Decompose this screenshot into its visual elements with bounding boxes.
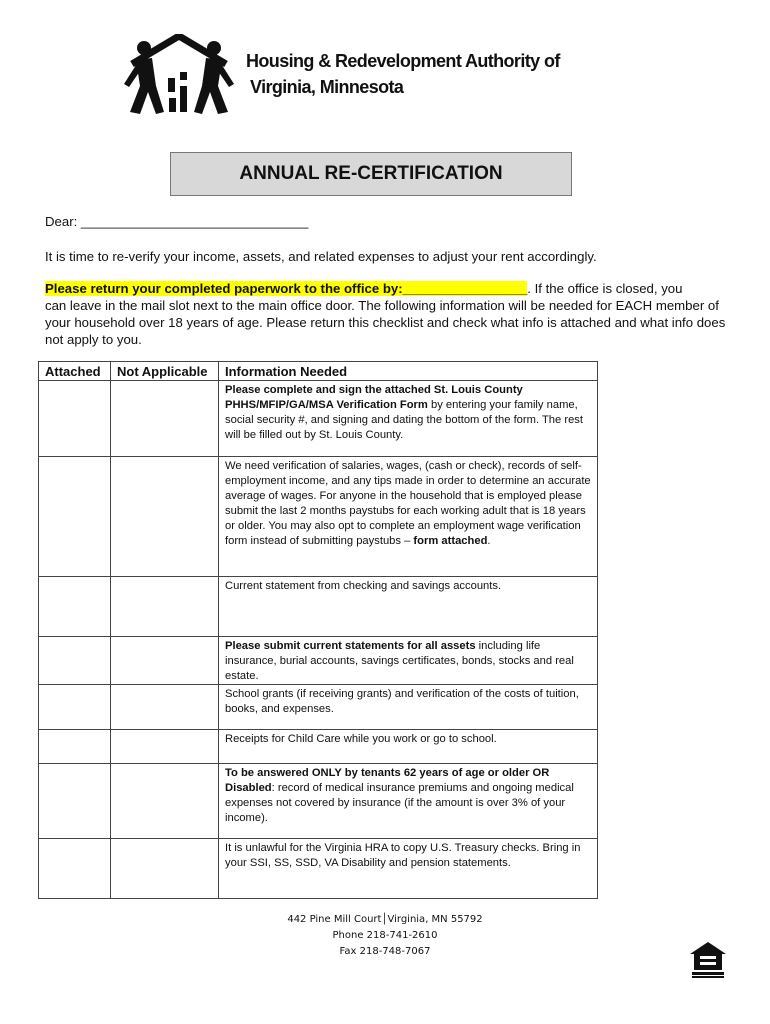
attached-checkbox-cell[interactable]: [39, 730, 111, 764]
equal-housing-opportunity-icon: [688, 940, 728, 980]
family-house-logo-icon: [118, 34, 240, 118]
not-applicable-checkbox-cell[interactable]: [111, 730, 219, 764]
not-applicable-checkbox-cell[interactable]: [111, 839, 219, 899]
info-cell: School grants (if receiving grants) and verification of the costs of tuition, books, and expenses.: [219, 685, 598, 730]
attached-checkbox-cell[interactable]: [39, 764, 111, 839]
page-title: ANNUAL RE-CERTIFICATION: [239, 163, 503, 184]
footer-fax: Fax 218-748-7067: [339, 946, 431, 957]
attached-checkbox-cell[interactable]: [39, 637, 111, 685]
info-bold-text: To be answered ONLY by tenants 62 years of age or older OR Disabled: [225, 767, 550, 794]
info-bold-text: form attached: [413, 535, 488, 547]
table-row: [39, 457, 598, 577]
info-text: including life insurance, burial accounts, savings certificates, bonds, stocks and real estate.: [225, 640, 574, 682]
not-applicable-checkbox-cell[interactable]: [111, 457, 219, 577]
header-not-applicable: Not Applicable: [111, 362, 219, 381]
intro-paragraph: It is time to re-verify your income, assets, and related expenses to adjust your rent accordingly.: [45, 249, 597, 264]
info-text: We need verification of salaries, wages, (cash or check), records of self-employment income, and any tips made in order to determine an accurate average of wages. For anyone in the household that is employed please submit the last 2 months paystubs for each working adult that is 18 years or older. You may also opt to complete an employment wage verification form instead of submitting paystubs –: [225, 460, 591, 547]
organization-name-line2: Virginia, Minnesota: [250, 77, 404, 97]
hra-logo: [118, 34, 240, 118]
attached-checkbox-cell[interactable]: [39, 577, 111, 637]
table-row: [39, 764, 598, 839]
return-notice-line1-rest: . If the office is closed, you: [527, 281, 683, 296]
info-bold-text: Please complete and sign the attached St. Louis County PHHS/MFIP/GA/MSA Verification Form: [225, 384, 523, 411]
not-applicable-checkbox-cell[interactable]: [111, 685, 219, 730]
table-row: [39, 637, 598, 685]
table-row: [39, 685, 598, 730]
not-applicable-checkbox-cell[interactable]: [111, 764, 219, 839]
info-bold-text: Please submit current statements for all assets: [225, 640, 476, 652]
info-cell: Current statement from checking and savings accounts.: [219, 577, 598, 637]
table-row: [39, 577, 598, 637]
info-cell: It is unlawful for the Virginia HRA to copy U.S. Treasury checks. Bring in your SSI, SS, SSD, VA Disability and pension statements.: [219, 839, 598, 899]
table-header-row: [39, 362, 598, 381]
info-cell: [219, 381, 598, 457]
info-cell: [219, 457, 598, 577]
return-notice-rest: can leave in the mail slot next to the main office door. The following information will be needed for EACH member of your household over 18 years of age. Please return this checklist and check what info is attached and what info does not apply to you.: [45, 298, 726, 347]
not-applicable-checkbox-cell[interactable]: [111, 637, 219, 685]
info-cell: [219, 637, 598, 685]
attached-checkbox-cell[interactable]: [39, 839, 111, 899]
info-text: : record of medical insurance premiums and ongoing medical expenses not covered by insurance (if the amount is over 3% of your income).: [225, 782, 574, 824]
not-applicable-checkbox-cell[interactable]: [111, 577, 219, 637]
header-information-needed: Information Needed: [219, 362, 598, 381]
info-cell: Receipts for Child Care while you work or go to school.: [219, 730, 598, 764]
not-applicable-checkbox-cell[interactable]: [111, 381, 219, 457]
footer-contact: [240, 912, 530, 960]
info-text-end: .: [487, 535, 491, 547]
header-attached: Attached: [39, 362, 111, 381]
title-box: [170, 152, 572, 196]
footer-phone: Phone 218-741-2610: [332, 930, 438, 941]
return-notice-line1: [45, 280, 735, 297]
return-deadline-highlight: Please return your completed paperwork to the office by:_________________: [45, 281, 528, 296]
table-row: [39, 730, 598, 764]
return-notice-paragraph: [45, 280, 735, 348]
checklist-table: [38, 361, 598, 899]
salutation-line: Dear: _______________________________: [45, 214, 309, 229]
table-row: [39, 381, 598, 457]
attached-checkbox-cell[interactable]: [39, 381, 111, 457]
footer-address: 442 Pine Mill Court│Virginia, MN 55792: [287, 914, 483, 925]
attached-checkbox-cell[interactable]: [39, 457, 111, 577]
info-cell: [219, 764, 598, 839]
organization-name: [246, 48, 560, 100]
attached-checkbox-cell[interactable]: [39, 685, 111, 730]
table-row: [39, 839, 598, 899]
info-text: by entering your family name, social security #, and signing and dating the bottom of the form. The rest will be filled out by St. Louis County.: [225, 399, 583, 441]
organization-name-line1: Housing & Redevelopment Authority of: [246, 51, 560, 71]
